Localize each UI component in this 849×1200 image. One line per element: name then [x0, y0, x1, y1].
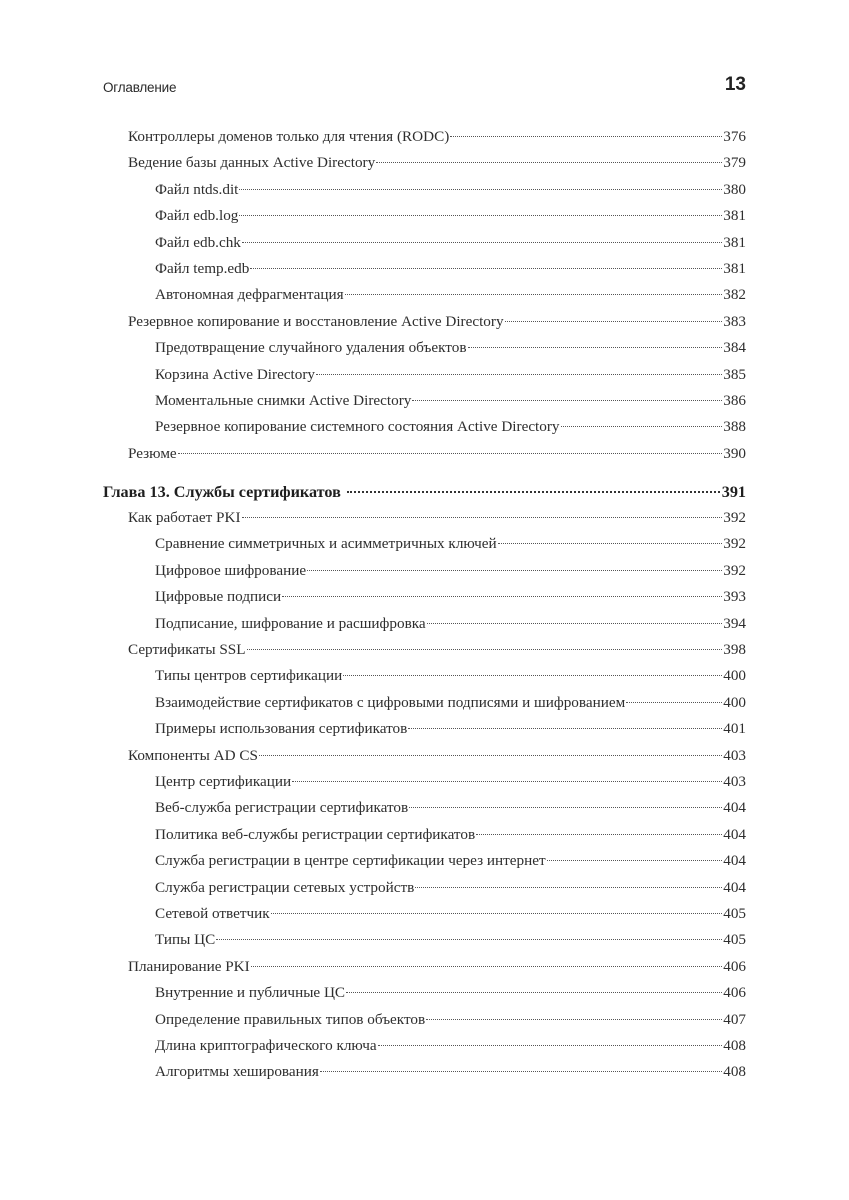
dot-leader: [408, 728, 722, 729]
toc-entry-title: Сертификаты SSL: [128, 641, 246, 659]
toc-entry-page: 386: [723, 391, 746, 409]
toc-entry-page: 381: [723, 233, 746, 251]
dot-leader: [347, 491, 720, 493]
toc-entry-page: 380: [723, 180, 746, 198]
toc-entry-page: 404: [723, 852, 746, 870]
toc-entry-title: Файл edb.log: [155, 207, 239, 225]
toc-entry-page: 408: [723, 1063, 746, 1081]
toc-entry-title: Длина криптографического ключа: [155, 1036, 377, 1054]
toc-entry-title: Сравнение симметричных и асимметричных ключей: [155, 535, 497, 553]
toc-entry-title: Автономная дефрагментация: [155, 286, 344, 304]
toc-entry-page: 384: [723, 339, 746, 357]
toc-entry-page: 403: [723, 746, 746, 764]
toc-entry-title: Типы ЦС: [155, 931, 216, 949]
dot-leader: [505, 321, 723, 322]
dot-leader: [251, 966, 723, 967]
toc-entry-title: Сетевой ответчик: [155, 904, 270, 922]
running-title: Оглавление: [103, 80, 177, 95]
toc-entry[interactable]: [103, 799, 746, 825]
dot-leader: [450, 136, 722, 137]
toc-entry-page: 392: [723, 509, 746, 527]
toc-entry[interactable]: [103, 984, 746, 1010]
dot-leader: [498, 543, 723, 544]
toc-entry-title: Примеры использования сертификатов: [155, 720, 408, 738]
toc-entry-title: Компоненты AD CS: [128, 746, 258, 764]
dot-leader: [247, 649, 723, 650]
toc-entry[interactable]: [103, 667, 746, 693]
toc-entry-page: 381: [723, 207, 746, 225]
toc-entry[interactable]: [103, 879, 746, 905]
toc-entry[interactable]: [103, 207, 746, 233]
toc-entry[interactable]: [103, 747, 746, 773]
toc-entry-title: Внутренние и публичные ЦС: [155, 984, 346, 1002]
toc-entry[interactable]: [103, 445, 746, 471]
toc-entry-title: Корзина Active Directory: [155, 365, 316, 383]
toc-entry-title: Служба регистрации в центре сертификации через интернет: [155, 852, 546, 870]
dot-leader: [316, 374, 722, 375]
dot-leader: [426, 1019, 722, 1020]
toc-entry-page: 400: [723, 693, 746, 711]
toc-entry[interactable]: [103, 826, 746, 852]
dot-leader: [346, 992, 722, 993]
toc-entry[interactable]: [103, 260, 746, 286]
toc-entry-title: Контроллеры доменов только для чтения (RODC): [128, 128, 450, 145]
toc-entry-page: 400: [723, 667, 746, 685]
toc-entry-page: 398: [723, 641, 746, 659]
dot-leader: [412, 400, 722, 401]
toc-entry-title: Файл edb.chk: [155, 233, 241, 251]
page-number: 13: [724, 74, 746, 95]
dot-leader: [307, 570, 722, 571]
toc-entry-title: Типы центров сертификации: [155, 667, 343, 685]
dot-leader: [259, 755, 722, 756]
toc-entry-page: 401: [723, 720, 746, 738]
dot-leader: [216, 939, 722, 940]
dot-leader: [250, 268, 722, 269]
toc-entry-title: Планирование PKI: [128, 957, 250, 975]
toc-entry-title: Цифровые подписи: [155, 588, 282, 606]
toc-entry[interactable]: [103, 615, 746, 641]
toc-entry[interactable]: [103, 852, 746, 878]
toc-entry[interactable]: [103, 641, 746, 667]
toc-entry-page: 382: [723, 286, 746, 304]
dot-leader: [282, 596, 722, 597]
toc-entry-page: 406: [723, 957, 746, 975]
dot-leader: [239, 215, 722, 216]
toc-entry-page: 404: [723, 825, 746, 843]
toc-entry-page: 392: [723, 561, 746, 579]
toc-entry-page: 383: [723, 312, 746, 330]
toc-entry-title: Ведение базы данных Active Directory: [128, 154, 376, 172]
toc-entry[interactable]: [103, 958, 746, 984]
toc-entry-title: Цифровое шифрование: [155, 561, 307, 579]
toc-entry-title: Алгоритмы хеширования: [155, 1063, 319, 1081]
dot-leader: [239, 189, 722, 190]
toc-entry-title: Взаимодействие сертификатов с цифровыми подписями и шифрованием: [155, 693, 626, 711]
toc-entry-page: 379: [723, 154, 746, 172]
toc-entry-title: Политика веб-службы регистрации сертификатов: [155, 825, 476, 843]
toc-entry-title: Резюме: [128, 444, 177, 462]
dot-leader: [415, 887, 722, 888]
toc-entry-page: 385: [723, 365, 746, 383]
toc-entry-page: 392: [723, 535, 746, 553]
toc-entry-page: 408: [723, 1036, 746, 1054]
toc-entry[interactable]: [103, 535, 746, 561]
toc-entry-page: 405: [723, 904, 746, 922]
dot-leader: [427, 623, 723, 624]
toc-entry-title: Служба регистрации сетевых устройств: [155, 878, 415, 896]
dot-leader: [320, 1071, 722, 1072]
toc-entry-title: Центр сертификации: [155, 772, 292, 790]
dot-leader: [345, 294, 723, 295]
dot-leader: [626, 702, 722, 703]
dot-leader: [468, 347, 723, 348]
toc-entry-page: 394: [723, 614, 746, 632]
toc-entry-page: 390: [723, 444, 746, 462]
dot-leader: [409, 807, 722, 808]
toc-entry-page: 405: [723, 931, 746, 949]
dot-leader: [178, 453, 723, 454]
toc-entry[interactable]: [103, 1011, 746, 1037]
toc-entry[interactable]: [103, 773, 746, 799]
toc-entry[interactable]: [103, 720, 746, 746]
toc-entry[interactable]: [103, 562, 746, 588]
toc-entry-page: 406: [723, 984, 746, 1002]
dot-leader: [376, 162, 722, 163]
toc-entry[interactable]: [103, 1037, 746, 1063]
toc-entry-page: 388: [723, 418, 746, 436]
toc-entry[interactable]: [103, 418, 746, 444]
dot-leader: [476, 834, 722, 835]
toc-entry-title: Глава 13. Службы сертификатов: [103, 483, 341, 502]
running-head: [103, 74, 746, 100]
dot-leader: [547, 860, 723, 861]
dot-leader: [271, 913, 723, 914]
table-of-contents: [103, 128, 746, 1090]
toc-entry[interactable]: [103, 588, 746, 614]
toc-entry[interactable]: [103, 366, 746, 392]
toc-entry[interactable]: [103, 154, 746, 180]
toc-entry-page: 393: [723, 588, 746, 606]
toc-entry-page: 404: [723, 878, 746, 896]
toc-entry-title: Как работает PKI: [128, 509, 241, 527]
toc-entry[interactable]: [103, 234, 746, 260]
toc-entry[interactable]: [103, 1063, 746, 1089]
toc-entry[interactable]: [103, 313, 746, 339]
dot-leader: [378, 1045, 723, 1046]
toc-entry-title: Резервное копирование и восстановление Active Directory: [128, 312, 504, 330]
toc-entry[interactable]: [103, 509, 746, 535]
toc-entry[interactable]: [103, 392, 746, 418]
dot-leader: [292, 781, 722, 782]
toc-entry[interactable]: [103, 181, 746, 207]
toc-entry[interactable]: [103, 286, 746, 312]
toc-entry-title: Моментальные снимки Active Directory: [155, 391, 412, 409]
toc-entry-title: Файл temp.edb: [155, 259, 250, 277]
toc-entry[interactable]: [103, 905, 746, 931]
toc-entry-page: 376: [723, 128, 746, 145]
toc-entry-page: 404: [723, 799, 746, 817]
toc-entry-title: Определение правильных типов объектов: [155, 1010, 426, 1028]
dot-leader: [242, 242, 722, 243]
toc-entry-title: Файл ntds.dit: [155, 180, 239, 198]
toc-entry-page: 403: [723, 772, 746, 790]
toc-entry-page: 391: [721, 483, 746, 502]
toc-entry-page: 381: [723, 259, 746, 277]
toc-entry-title: Подписание, шифрование и расшифровка: [155, 614, 426, 632]
toc-entry-title: Предотвращение случайного удаления объектов: [155, 339, 467, 357]
toc-entry[interactable]: [103, 128, 746, 154]
toc-entry-title: Веб-служба регистрации сертификатов: [155, 799, 409, 817]
toc-entry[interactable]: [103, 931, 746, 957]
toc-entry-page: 407: [723, 1010, 746, 1028]
toc-entry-title: Резервное копирование системного состояния Active Directory: [155, 418, 560, 436]
dot-leader: [561, 426, 723, 427]
dot-leader: [343, 675, 722, 676]
toc-chapter-heading[interactable]: [103, 483, 746, 509]
dot-leader: [242, 517, 723, 518]
toc-entry[interactable]: [103, 339, 746, 365]
toc-entry[interactable]: [103, 694, 746, 720]
